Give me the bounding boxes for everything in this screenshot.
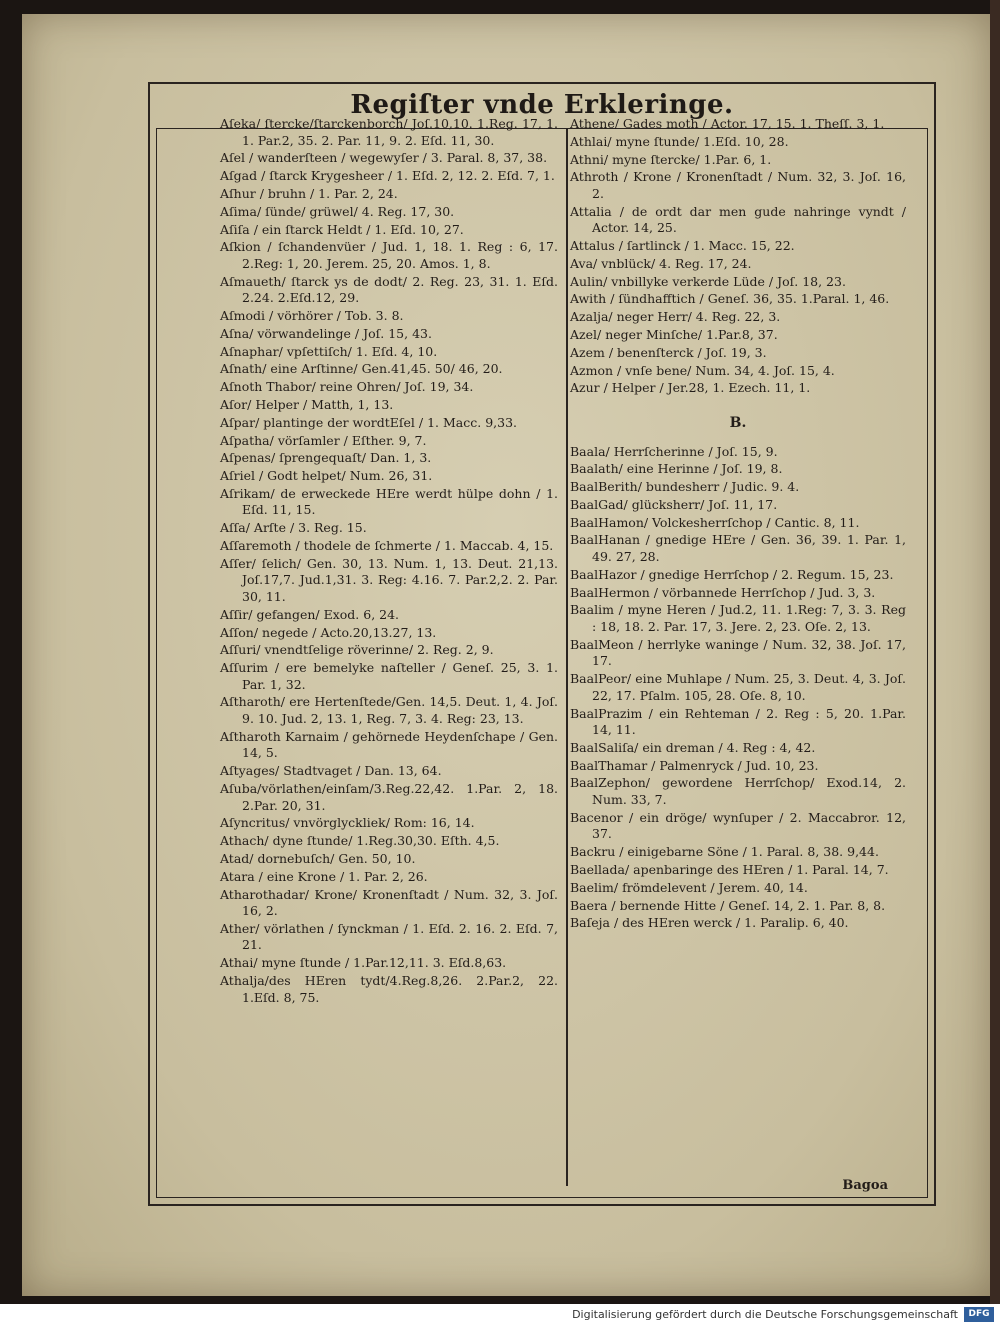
register-entry: Aſtyages/ Stadtvaget / Dan. 13, 64. (220, 763, 442, 779)
register-entry: Azalja/ neger Herr/ 4. Reg. 22, 3. (570, 309, 781, 325)
register-entry: Aſtharoth Karnaim / gehörnede Heydenſchape / Gen. 14, 5. (220, 728, 558, 761)
register-entry: Athach/ dyne ſtunde/ 1.Reg.30,30. Eſth. 4,5. (220, 833, 500, 849)
register-entry: Azel/ neger Minſche/ 1.Par.8, 37. (570, 327, 778, 342)
dfg-logo: DFG (964, 1307, 994, 1322)
register-entry: Aſpatha/ vörſamler / Eſther. 9, 7. (220, 432, 427, 448)
register-entry: Ather/ vörlathen / ſynckman / 1. Eſd. 2. 16. 2. Eſd. 7, 21. (220, 920, 558, 953)
register-entry: Atara / eine Krone / 1. Par. 2, 26. (220, 868, 428, 884)
register-entry: Aulin/ vnbillyke verkerde Lüde / Joſ. 18, 23. (570, 273, 846, 289)
register-entry: Attalia / de ordt dar men gude nahringe vyndt / Actor. 14, 25. (570, 203, 906, 236)
register-entry: BaalHanan / gnedige HEre / Gen. 36, 39. 1. Par. 1, 49. 27, 28. (570, 532, 906, 565)
register-entry: Azmon / vnſe bene/ Num. 34, 4. Joſ. 15, 4. (570, 362, 835, 378)
register-entry: Aſſuri/ vnendtſelige röverinne/ 2. Reg. 2, 9. (220, 642, 494, 658)
register-entry: Baelim/ frömdelevent / Jerem. 40, 14. (570, 879, 808, 895)
register-entry: Aſriel / Godt helpet/ Num. 26, 31. (220, 468, 433, 484)
register-entry: Aſtharoth/ ere Hertenſtede/Gen. 14,5. Deut. 1, 4. Joſ. 9. 10. Jud. 2, 13. 1, Reg. 7, 3. 4. Reg: 23, 13. (220, 694, 558, 727)
register-entry: Aſſaremoth / thodele de ſchmerte / 1. Maccab. 4, 15. (220, 538, 554, 553)
catchword: Bagoa (842, 1178, 888, 1193)
register-entry: BaalZephon/ gewordene Herrſchop/ Exod.14, 2. Num. 33, 7. (570, 775, 906, 808)
register-entry: BaalPeor/ eine Muhlape / Num. 25, 3. Deut. 4, 3. Joſ. 22, 17. Pſalm. 105, 28. Oſe. 8, 10. (570, 671, 906, 703)
register-entry: Aſeka/ ſtercke/ſtarckenborch/ Joſ.10,10. 1.Reg. 17, 1. 1. Par.2, 35. 2. Par. 11, 9. 2. Eſd. 11, 30. (220, 116, 558, 148)
register-entry: BaalBerith/ bundesherr / Judic. 9. 4. (570, 479, 800, 495)
register-entry: Bacenor / ein dröge/ wynſuper / 2. Maccabror. 12, 37. (570, 809, 906, 842)
register-entry: Aſima/ ſünde/ grüwel/ 4. Reg. 17, 30. (220, 203, 455, 219)
register-entry: Aſpenas/ ſprengequaſt/ Dan. 1, 3. (220, 450, 432, 466)
register-entry: BaalHamon/ Volckesherrſchop / Cantic. 8, 11. (570, 514, 860, 530)
register-entry: Aſgad / ſtarck Krygesheer / 1. Eſd. 2, 12. 2. Eſd. 7, 1. (220, 168, 555, 184)
right-column-b-entries (570, 444, 906, 932)
register-entry: Aſnaphar/ vpſettiſch/ 1. Eſd. 4, 10. (220, 343, 438, 359)
register-entry: Ava/ vnblück/ 4. Reg. 17, 24. (570, 255, 752, 271)
register-entry: BaalGad/ glücksherr/ Joſ. 11, 17. (570, 496, 778, 512)
register-entry: Aſhur / bruhn / 1. Par. 2, 24. (220, 185, 398, 201)
register-entry: Aſpar/ plantinge der wordtEſel / 1. Macc. 9,33. (220, 414, 517, 430)
register-entry: Awith / ſündhafftich / Geneſ. 36, 35. 1.Paral. 1, 46. (570, 291, 890, 307)
page-title: Regiſter vnde Erkleringe. (350, 90, 734, 120)
register-entry: Atad/ dornebuſch/ Gen. 50, 10. (220, 850, 416, 866)
register-entry: Aſmodi / vörhörer / Tob. 3. 8. (220, 308, 404, 324)
register-entry: Aſnath/ eine Arſtinne/ Gen.41,45. 50/ 46, 20. (220, 361, 503, 377)
book-edge (990, 0, 1000, 1304)
register-entry: Azem / benenſterck / Joſ. 19, 3. (570, 344, 767, 360)
column-divider (566, 128, 568, 1186)
register-entry: Aſel / wanderſteen / wegewyſer / 3. Paral. 8, 37, 38. (220, 150, 548, 166)
register-entry: Backru / einigebarne Söne / 1. Paral. 8, 38. 9,44. (570, 844, 879, 860)
register-entry: BaalMeon / herrlyke waninge / Num. 32, 38. Joſ. 17, 17. (570, 636, 906, 669)
register-entry: Athai/ myne ſtunde / 1.Par.12,11. 3. Eſd.8,63. (220, 955, 507, 971)
register-entry: Aſrikam/ de erweckede HEre werdt hülpe dohn / 1. Eſd. 11, 15. (220, 485, 558, 518)
register-entry: Aſor/ Helper / Matth, 1, 13. (220, 396, 394, 412)
right-column (570, 116, 906, 933)
register-entry: Athlai/ myne ſtunde/ 1.Eſd. 10, 28. (570, 133, 789, 149)
register-entry: Aſmaueth/ ſtarck ys de dodt/ 2. Reg. 23, 31. 1. Eſd. 2.24. 2.Eſd.12, 29. (220, 273, 558, 306)
register-entry: Aſnoth Thabor/ reine Ohren/ Joſ. 19, 34. (220, 379, 474, 395)
register-entry: BaalPrazim / ein Rehteman / 2. Reg : 5, 20. 1.Par. 14, 11. (570, 705, 906, 738)
register-entry: BaalHazor / gnedige Herrſchop / 2. Regum. 15, 23. (570, 566, 894, 582)
register-entry: Attalus / ſartlinck / 1. Macc. 15, 22. (570, 238, 795, 254)
register-entry: Aſkion / ſchandenvüer / Jud. 1, 18. 1. Reg : 6, 17. 2.Reg: 1, 20. Jerem. 25, 20. Amos. 1, 8. (220, 239, 558, 271)
section-letter: B. (729, 414, 747, 431)
right-column-a-entries (570, 116, 906, 397)
register-entry: Baſeja / des HEren werck / 1. Paralip. 6, 40. (570, 915, 849, 931)
digitization-note: Digitalisierung gefördert durch die Deutsche Forschungsgemeinschaft (572, 1308, 958, 1321)
register-entry: Aſſurim / ere bemelyke naſteller / Geneſ. 25, 3. 1. Par. 1, 32. (220, 660, 558, 692)
register-entry: Athni/ myne ſtercke/ 1.Par. 6, 1. (570, 151, 772, 167)
register-entry: Aſiſa / ein ſtarck Heldt / 1. Eſd. 10, 27. (220, 221, 464, 237)
register-entry: BaalHermon / vörbannede Herrſchop / Jud. 3, 3. (570, 584, 876, 600)
register-entry: Atharothadar/ Krone/ Kronenſtadt / Num. 32, 3. Joſ. 16, 2. (220, 886, 558, 919)
footer-bar (0, 1304, 1000, 1326)
register-entry: Baellada/ apenbaringe des HEren / 1. Paral. 14, 7. (570, 861, 889, 877)
register-entry: Athalja/des HEren tydt/4.Reg.8,26. 2.Par.2, 22. 1.Eſd. 8, 75. (220, 973, 558, 1005)
register-entry: Athroth / Krone / Kronenſtadt / Num. 32, 3. Joſ. 16, 2. (570, 169, 906, 201)
register-entry: BaalThamar / Palmenryck / Jud. 10, 23. (570, 757, 819, 773)
register-entry: Baera / bernende Hitte / Geneſ. 14, 2. 1. Par. 8, 8. (570, 897, 886, 913)
register-entry: Aſſir/ gefangen/ Exod. 6, 24. (220, 606, 400, 622)
register-entry: Aſſer/ ſelich/ Gen. 30, 13. Num. 1, 13. Deut. 21,13. Joſ.17,7. Jud.1,31. 3. Reg: 4.16. 7. Par.2,2. 2. Par. 30, 11. (220, 555, 558, 604)
register-entry: Baalath/ eine Herinne / Joſ. 19, 8. (570, 461, 783, 477)
register-entry: Aſſon/ negede / Acto.20,13.27, 13. (220, 624, 437, 640)
register-entry: Aſyncritus/ vnvörglyckliek/ Rom: 16, 14. (220, 815, 475, 831)
register-entry: Athene/ Gades moth / Actor. 17, 15. 1. Theſſ. 3, 1. (570, 116, 885, 131)
register-entry: Azur / Helper / Jer.28, 1. Ezech. 11, 1. (570, 380, 811, 396)
register-entry: Aſuba/vörlathen/einſam/3.Reg.22,42. 1.Par. 2, 18. 2.Par. 20, 31. (220, 781, 558, 813)
register-entry: BaalSaliſa/ ein dreman / 4. Reg : 4, 42. (570, 739, 816, 755)
register-entry: Baala/ Herrſcherinne / Joſ. 15, 9. (570, 443, 778, 459)
left-column (220, 116, 558, 1007)
register-entry: Aſna/ vörwandelinge / Joſ. 15, 43. (220, 325, 432, 341)
register-entry: Aſſa/ Arſte / 3. Reg. 15. (220, 520, 367, 536)
register-entry: Baalim / myne Heren / Jud.2, 11. 1.Reg: 7, 3. 3. Reg : 18, 18. 2. Par. 17, 3. Jere. 2, 23. Oſe. 2, 13. (570, 602, 906, 634)
